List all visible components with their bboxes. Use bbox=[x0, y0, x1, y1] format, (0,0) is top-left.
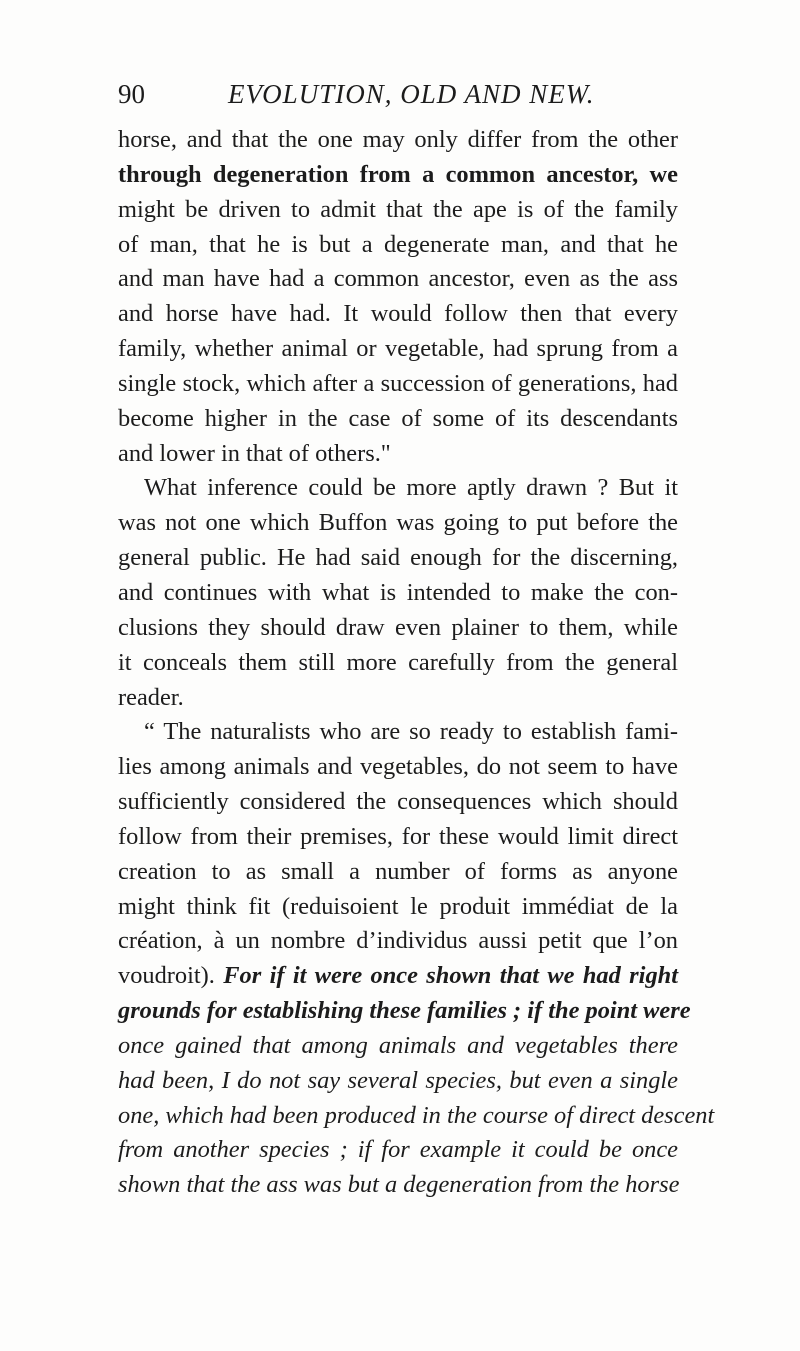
text-line: and horse have had. It would follow then that every bbox=[118, 300, 678, 328]
text-line: horse, and that the one may only differ from the other bbox=[118, 126, 678, 153]
text-line: and continues with what is intended to make the con- bbox=[118, 578, 678, 606]
text-line: might be driven to admit that the ape is of the family bbox=[118, 195, 678, 223]
text-line: and man have had a common ancestor, even as the ass bbox=[118, 265, 678, 293]
text-line: was not one which Buffon was going to put before the bbox=[118, 509, 678, 537]
text-line: through degeneration from a common ancestor, we bbox=[118, 160, 678, 188]
italic-text-line: from another species ; if for example it could be once bbox=[118, 1136, 678, 1164]
italic-text-line: one, which had been produced in the course of direct descent bbox=[118, 1101, 715, 1129]
text-line: sufficiently considered the consequences which should bbox=[118, 788, 678, 816]
italic-text-line: grounds for establishing these families ; if the point were bbox=[118, 997, 691, 1025]
text-line: might think fit (reduisoient le produit immédiat de la bbox=[118, 892, 678, 920]
paragraph bbox=[118, 471, 678, 715]
text-line: follow from their premises, for these would limit direct bbox=[118, 822, 678, 850]
body-text bbox=[118, 123, 715, 1203]
italic-text-fragment: For if it were once shown that we had right bbox=[223, 962, 678, 990]
text-line: lies among animals and vegetables, do not seem to have bbox=[118, 753, 678, 781]
text-line: création, à un nombre d’individus aussi petit que l’on bbox=[118, 927, 678, 955]
running-title: EVOLUTION, OLD AND NEW. bbox=[228, 79, 595, 109]
text-line: What inference could be more aptly drawn ? But it bbox=[144, 474, 678, 502]
text-line bbox=[118, 959, 678, 994]
page-number: 90 bbox=[118, 79, 145, 109]
text-line: and lower in that of others." bbox=[118, 439, 391, 467]
italic-text-line: shown that the ass was but a degeneration from the horse bbox=[118, 1171, 680, 1199]
text-line: of man, that he is but a degenerate man, and that he bbox=[118, 230, 678, 258]
italic-text-line: had been, I do not say several species, but even a single bbox=[118, 1066, 678, 1094]
text-line: it conceals them still more carefully from the general bbox=[118, 648, 678, 676]
paragraph bbox=[118, 715, 715, 1203]
text-fragment: voudroit). bbox=[118, 962, 215, 990]
text-line: become higher in the case of some of its descendants bbox=[118, 404, 678, 432]
text-line: single stock, which after a succession of generations, had bbox=[118, 369, 678, 397]
paragraph bbox=[118, 123, 678, 471]
italic-text-line: once gained that among animals and vegetables there bbox=[118, 1031, 678, 1059]
text-line: “ The naturalists who are so ready to establish fami- bbox=[144, 718, 678, 746]
text-line: general public. He had said enough for the discerning, bbox=[118, 544, 678, 572]
text-line: creation to as small a number of forms as anyone bbox=[118, 857, 678, 885]
text-line: reader. bbox=[118, 683, 184, 711]
text-line: family, whether animal or vegetable, had sprung from a bbox=[118, 335, 678, 363]
text-line: clusions they should draw even plainer to them, while bbox=[118, 613, 678, 641]
running-head bbox=[118, 74, 678, 114]
